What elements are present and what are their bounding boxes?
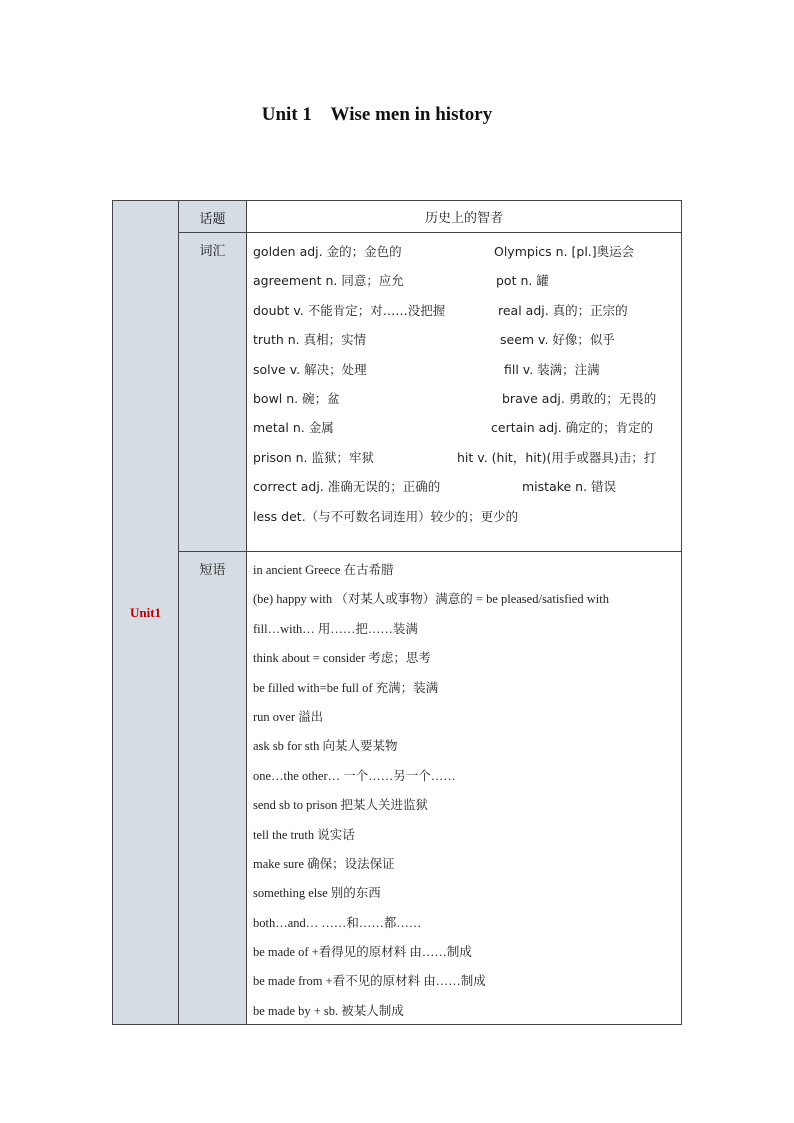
page-title: Unit 1 Wise men in history bbox=[261, 104, 493, 125]
vocab-left: agreement n. 同意；应允 bbox=[253, 273, 404, 289]
phrases-label: 短语 bbox=[199, 563, 226, 578]
vocab-left: golden adj. 金的；金色的 bbox=[253, 244, 402, 259]
phrase-item: something else 别的东西 bbox=[253, 886, 381, 901]
phrase-item: be made from +看不见的原材料 由……制成 bbox=[253, 974, 486, 989]
vocab-left: prison n. 监狱；牢狱 bbox=[253, 449, 374, 465]
phrases-label-cell bbox=[179, 552, 247, 1025]
vocab-right: hit v. (hit，hit)(用手或器具)击；打 bbox=[457, 449, 657, 465]
vocab-right: real adj. 真的；正宗的 bbox=[498, 302, 628, 318]
vocab-row bbox=[253, 443, 675, 472]
vocab-left: doubt v. 不能肯定；对……没把握 bbox=[253, 302, 446, 318]
vocab-right: Olympics n. [pl.]奥运会 bbox=[494, 244, 635, 259]
vocab-row bbox=[253, 472, 675, 501]
vocab-row bbox=[253, 266, 675, 295]
vocab-right: mistake n. 错误 bbox=[522, 479, 617, 495]
phrase-list bbox=[247, 552, 681, 1024]
topic-value: 历史上的智者 bbox=[247, 201, 682, 233]
vocab-left: metal n. 金属 bbox=[253, 420, 334, 436]
phrase-item: in ancient Greece 在古希腊 bbox=[253, 563, 394, 577]
vocab-left: bowl n. 碗；盆 bbox=[253, 390, 340, 406]
vocab-row bbox=[253, 325, 675, 354]
unit-cell bbox=[113, 201, 179, 1025]
vocab-right: pot n. 罐 bbox=[496, 273, 549, 289]
topic-label: 话题 bbox=[199, 212, 226, 227]
phrase-item: be made by + sb. 被某人制成 bbox=[253, 1003, 404, 1018]
phrase-item: fill…with… 用……把……装满 bbox=[253, 621, 418, 636]
phrase-item: make sure 确保；设法保证 bbox=[253, 856, 395, 871]
phrase-item: tell the truth 说实话 bbox=[253, 827, 355, 842]
vocab-left: less det.（与不可数名词连用）较少的；更少的 bbox=[253, 508, 519, 524]
phrase-item: one…the other… 一个……另一个…… bbox=[253, 768, 456, 783]
phrase-item: be filled with=be full of 充满；装满 bbox=[253, 680, 439, 695]
vocab-right: certain adj. 确定的；肯定的 bbox=[491, 420, 654, 436]
phrase-item: be made of +看得见的原材料 由……制成 bbox=[253, 945, 472, 960]
phrase-item: ask sb for sth 向某人要某物 bbox=[253, 739, 398, 754]
vocabulary-list bbox=[247, 233, 681, 551]
phrase-item: both…and… ……和……都…… bbox=[253, 915, 422, 930]
vocab-left: correct adj. 准确无误的；正确的 bbox=[253, 479, 441, 495]
vocab-row bbox=[253, 355, 675, 384]
vocab-row bbox=[253, 296, 675, 325]
vocab-right: fill v. 装满；注满 bbox=[504, 361, 600, 377]
phrase-item: think about = consider 考虑；思考 bbox=[253, 651, 431, 666]
vocab-row bbox=[253, 384, 675, 413]
vocabulary-label: 词汇 bbox=[199, 244, 226, 259]
vocab-row bbox=[253, 502, 675, 531]
vocabulary-cell bbox=[247, 233, 682, 552]
topic-label-cell bbox=[179, 201, 247, 233]
vocabulary-label-cell bbox=[179, 233, 247, 552]
vocab-row bbox=[253, 237, 675, 266]
phrase-item: (be) happy with （对某人或事物）满意的 = be pleased/satisfied with bbox=[253, 592, 609, 607]
unit-label: Unit1 bbox=[129, 604, 162, 620]
phrase-item: send sb to prison 把某人关进监狱 bbox=[253, 798, 429, 813]
vocabulary-table bbox=[112, 200, 682, 1025]
vocab-left: truth n. 真相；实情 bbox=[253, 332, 367, 348]
vocab-right: brave adj. 勇敢的；无畏的 bbox=[502, 390, 657, 406]
vocab-row bbox=[253, 413, 675, 442]
vocab-right: seem v. 好像；似乎 bbox=[500, 332, 615, 348]
phrases-cell bbox=[247, 552, 682, 1025]
vocab-left: solve v. 解决；处理 bbox=[253, 361, 367, 377]
phrase-item: run over 溢出 bbox=[253, 709, 324, 724]
